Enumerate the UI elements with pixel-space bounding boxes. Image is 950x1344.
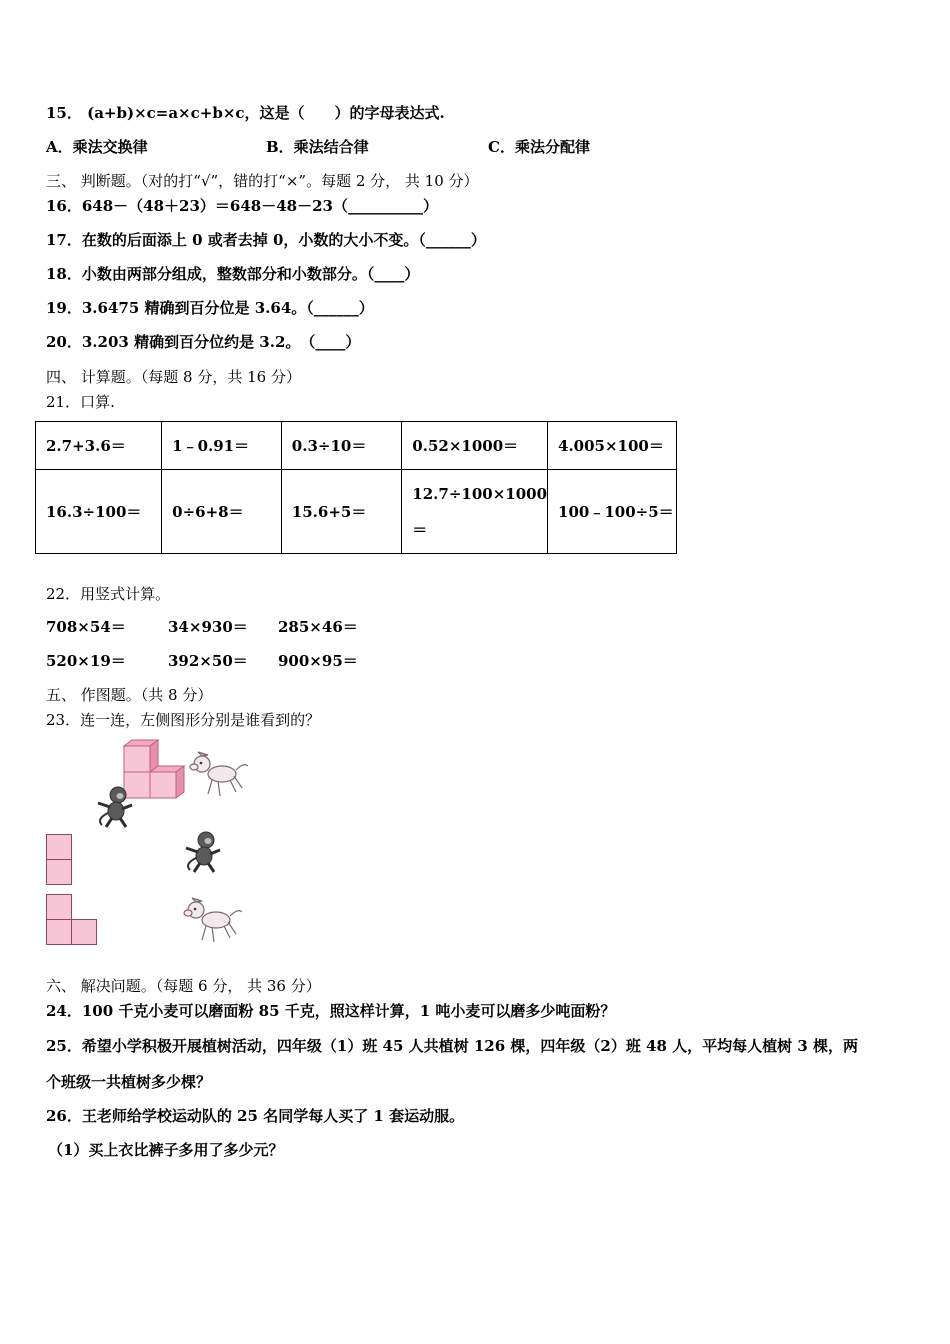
calc-cell: 16.3÷100＝ bbox=[36, 470, 162, 554]
monkey-icon bbox=[94, 785, 138, 829]
vertical-calc-item: 392×50＝ bbox=[168, 652, 248, 670]
q23-title: 23．连一连，左侧图形分别是谁看到的？ bbox=[46, 711, 321, 729]
section4-title: 四、 计算题。（每题 8 分，共 16 分） bbox=[46, 368, 301, 386]
vertical-calc-item: 900×95＝ bbox=[278, 652, 358, 670]
calc-cell-line: 12.7÷100×1000 bbox=[412, 484, 548, 503]
vertical-calc-item: 520×19＝ bbox=[46, 652, 126, 670]
q19-text: 19．3.6475 精确到百分位是 3.64。（______） bbox=[46, 299, 374, 317]
q15-option-b[interactable]: B．乘法结合律 bbox=[266, 138, 369, 156]
calc-cell: 0÷6+8＝ bbox=[162, 470, 282, 554]
calc-cell: 100﹣100÷5＝ bbox=[548, 470, 677, 554]
section3-title: 三、 判断题。（对的打“√”，错的打“×”。每题 2 分， 共 10 分） bbox=[46, 172, 479, 190]
q16-text: 16．648－（48＋23）＝648－48－23（__________） bbox=[46, 197, 438, 215]
calc-cell: 2.7+3.6＝ bbox=[36, 422, 162, 470]
vertical-calc-item: 285×46＝ bbox=[278, 618, 358, 636]
calc-cell: 4.005×100＝ bbox=[548, 422, 677, 470]
two-squares-shape bbox=[46, 834, 74, 886]
calc-cell-wrapped bbox=[402, 470, 548, 554]
calc-cell: 15.6+5＝ bbox=[281, 470, 401, 554]
q20-text: 20．3.203 精确到百分位约是 3.2。 （____） bbox=[46, 333, 361, 351]
q26-text: 26．王老师给学校运动队的 25 名同学每人买了 1 套运动服。 bbox=[46, 1107, 465, 1125]
dog-icon bbox=[188, 752, 250, 798]
calc-cell: 0.52×1000＝ bbox=[402, 422, 548, 470]
section6-title: 六、 解决问题。（每题 6 分， 共 36 分） bbox=[46, 977, 321, 995]
q15-option-c[interactable]: C．乘法分配律 bbox=[488, 138, 590, 156]
mental-math-table bbox=[35, 421, 677, 554]
q21-title: 21．口算. bbox=[46, 393, 115, 411]
monkey-icon bbox=[182, 830, 226, 876]
q18-text: 18．小数由两部分组成，整数部分和小数部分。（____） bbox=[46, 265, 420, 283]
q26-subquestion-1: （1）买上衣比裤子多用了多少元？ bbox=[48, 1141, 284, 1159]
calc-cell-equals: ＝ bbox=[412, 520, 428, 539]
vertical-calc-item: 708×54＝ bbox=[46, 618, 126, 636]
q15-option-a[interactable]: A．乘法交换律 bbox=[46, 138, 148, 156]
dog-icon bbox=[182, 898, 244, 944]
calc-cell: 0.3÷10＝ bbox=[281, 422, 401, 470]
q24-text: 24．100 千克小麦可以磨面粉 85 千克，照这样计算，1 吨小麦可以磨多少吨面粉？ bbox=[46, 1002, 616, 1020]
calc-cell: 1﹣0.91＝ bbox=[162, 422, 282, 470]
vertical-calc-item: 34×930＝ bbox=[168, 618, 248, 636]
q17-text: 17．在数的后面添上 0 或者去掉 0，小数的大小不变。（______） bbox=[46, 231, 486, 249]
q25-text-line2: 个班级一共植树多少棵？ bbox=[46, 1073, 212, 1091]
section5-title: 五、 作图题。（共 8 分） bbox=[46, 686, 213, 704]
q15-text: 15． (a+b)×c=a×c+b×c，这是（ ）的字母表达式. bbox=[46, 104, 445, 122]
q22-title: 22．用竖式计算。 bbox=[46, 585, 171, 603]
q25-text-line1: 25．希望小学积极开展植树活动，四年级（1）班 45 人共植树 126 棵，四年级（2）班 48 人，平均每人植树 3 棵，两 bbox=[46, 1037, 859, 1055]
l-shape-squares bbox=[46, 894, 100, 946]
